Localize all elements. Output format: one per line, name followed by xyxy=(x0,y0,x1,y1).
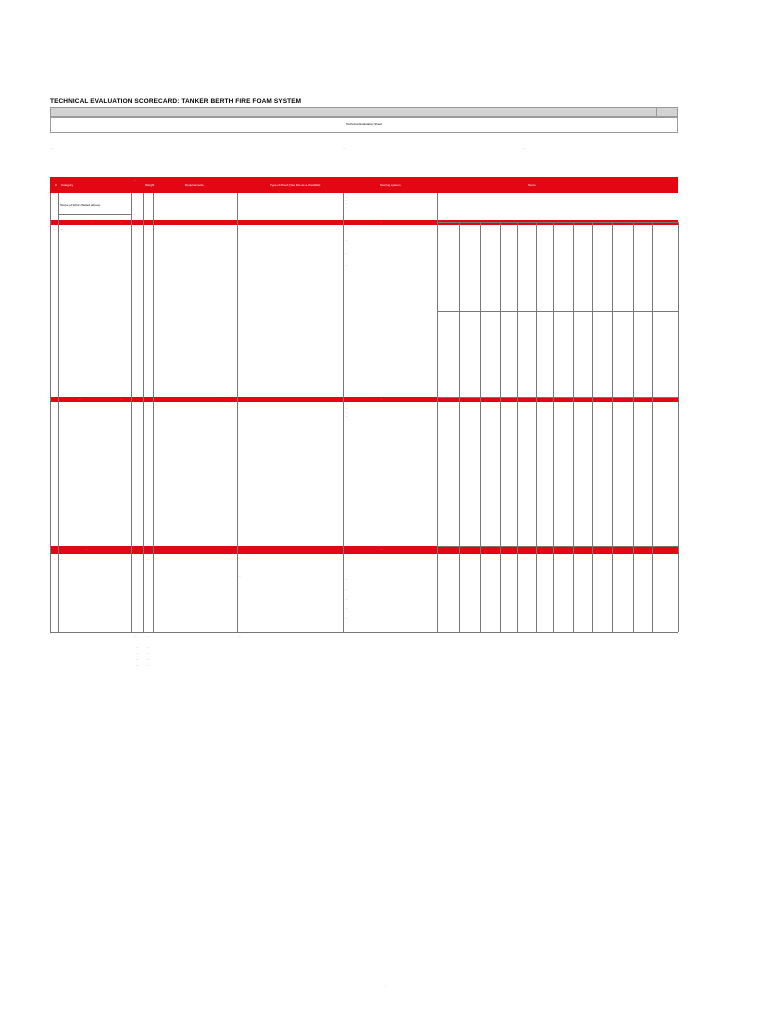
row-weight: … xyxy=(146,228,149,231)
scoring-line: … xyxy=(345,239,348,242)
scoring-line: … xyxy=(345,598,348,601)
grid-line xyxy=(592,222,593,632)
document-title: TECHNICAL EVALUATION SCORECARD: TANKER BERTH FIRE FOAM SYSTEM xyxy=(50,98,302,105)
total-col-b: … xyxy=(147,658,150,661)
row-requirement: … xyxy=(154,557,157,560)
scoring-intro-line: … xyxy=(345,205,348,209)
row-requirement: … xyxy=(154,227,157,230)
scoring-line: … xyxy=(345,264,348,267)
grid-line xyxy=(633,222,634,632)
scoring-intro-line: … xyxy=(345,199,348,203)
scoring-intro-line: … xyxy=(345,196,348,199)
grid-line xyxy=(480,222,481,632)
scoring-line: … xyxy=(345,227,348,230)
scoring-intro xyxy=(345,196,435,209)
col-scoring: Scoring system xyxy=(380,183,401,187)
row-evidence: … xyxy=(238,575,241,578)
section-band-label: … xyxy=(78,397,81,401)
subtitle-bar xyxy=(50,117,678,133)
field-middle: … xyxy=(343,147,346,150)
grid-line xyxy=(58,193,59,632)
total-col-b: … xyxy=(147,652,150,655)
table-header xyxy=(50,177,678,193)
scoring-line: … xyxy=(345,617,348,620)
grid-line xyxy=(652,222,653,632)
grid-line xyxy=(437,397,678,398)
grid-line xyxy=(437,546,678,547)
grid-line xyxy=(500,222,501,632)
total-col-a: … xyxy=(136,646,139,649)
total-col-a: … xyxy=(136,658,139,661)
row-category: … xyxy=(60,558,63,561)
total-col-b: … xyxy=(147,664,150,667)
col-max-score: … xyxy=(133,178,136,182)
section-band-label: … xyxy=(85,548,88,551)
grid-line xyxy=(437,222,678,223)
grid-line xyxy=(536,222,537,632)
section-band xyxy=(50,546,678,554)
total-weight: … xyxy=(146,635,149,638)
row-number: … xyxy=(53,558,56,561)
scoring-line: … xyxy=(345,607,348,610)
field-right: … xyxy=(523,147,526,150)
section-band-scoring: … xyxy=(380,548,383,551)
row-number: … xyxy=(53,404,56,407)
col-weight: Weight xyxy=(145,183,155,187)
row-evidence: … xyxy=(238,557,241,560)
scoring-line: … xyxy=(345,403,348,406)
section-band-label: … xyxy=(90,220,93,224)
grid-line xyxy=(343,193,344,632)
section-band-scoring: … xyxy=(380,397,383,401)
total-label: … xyxy=(238,635,241,638)
col-score: Score xyxy=(528,183,536,187)
title-bar xyxy=(50,107,678,117)
row-evidence: … xyxy=(238,403,241,406)
section-band-scoring: … xyxy=(380,220,383,224)
section-band-weight: … xyxy=(120,220,123,224)
row-requirement: … xyxy=(154,403,157,406)
field-left: … xyxy=(50,147,53,150)
grid-line xyxy=(143,193,144,632)
grid-line xyxy=(678,222,679,632)
subtitle: Technical Evaluation Sheet xyxy=(345,122,383,126)
scoring-line: … xyxy=(345,411,348,414)
section-band-weight: … xyxy=(120,397,123,401)
total-col-a: … xyxy=(136,664,139,667)
grid-line xyxy=(50,193,51,632)
page-footer: … xyxy=(383,985,387,988)
scoring-line: … xyxy=(345,252,348,255)
grid-line xyxy=(437,311,678,312)
row-category: … xyxy=(60,404,63,407)
grid-line xyxy=(131,193,132,632)
scoring-line: … xyxy=(345,415,348,418)
grid-line xyxy=(153,193,154,632)
col-evidence: Type of Proof (Use this as a checklist) xyxy=(270,183,321,187)
grid-line xyxy=(612,222,613,632)
total-col-b: … xyxy=(147,646,150,649)
row-weight: … xyxy=(146,404,149,407)
grid-line xyxy=(459,222,460,632)
total-col-a: … xyxy=(136,652,139,655)
grid-line xyxy=(573,222,574,632)
row-category: … xyxy=(60,228,63,231)
row-weight: … xyxy=(146,558,149,561)
grid-line xyxy=(553,222,554,632)
scoring-intro-line: … xyxy=(345,202,348,206)
scoring-line: … xyxy=(345,588,348,591)
grid-line xyxy=(50,632,678,633)
grid-line xyxy=(237,193,238,632)
grid-line xyxy=(437,193,438,632)
row-number: … xyxy=(53,228,56,231)
col-no: # xyxy=(55,183,57,187)
col-category: Category xyxy=(61,183,74,187)
scope-label: Scope of Work (Stated above) xyxy=(60,203,101,207)
grid-line xyxy=(517,222,518,632)
total-max: … xyxy=(134,635,137,638)
row-evidence: … xyxy=(238,227,241,230)
grid-line xyxy=(58,214,131,215)
col-requirements: Requirements xyxy=(185,183,204,187)
scoring-line: … xyxy=(345,578,348,581)
scoring-line: … xyxy=(345,407,348,410)
